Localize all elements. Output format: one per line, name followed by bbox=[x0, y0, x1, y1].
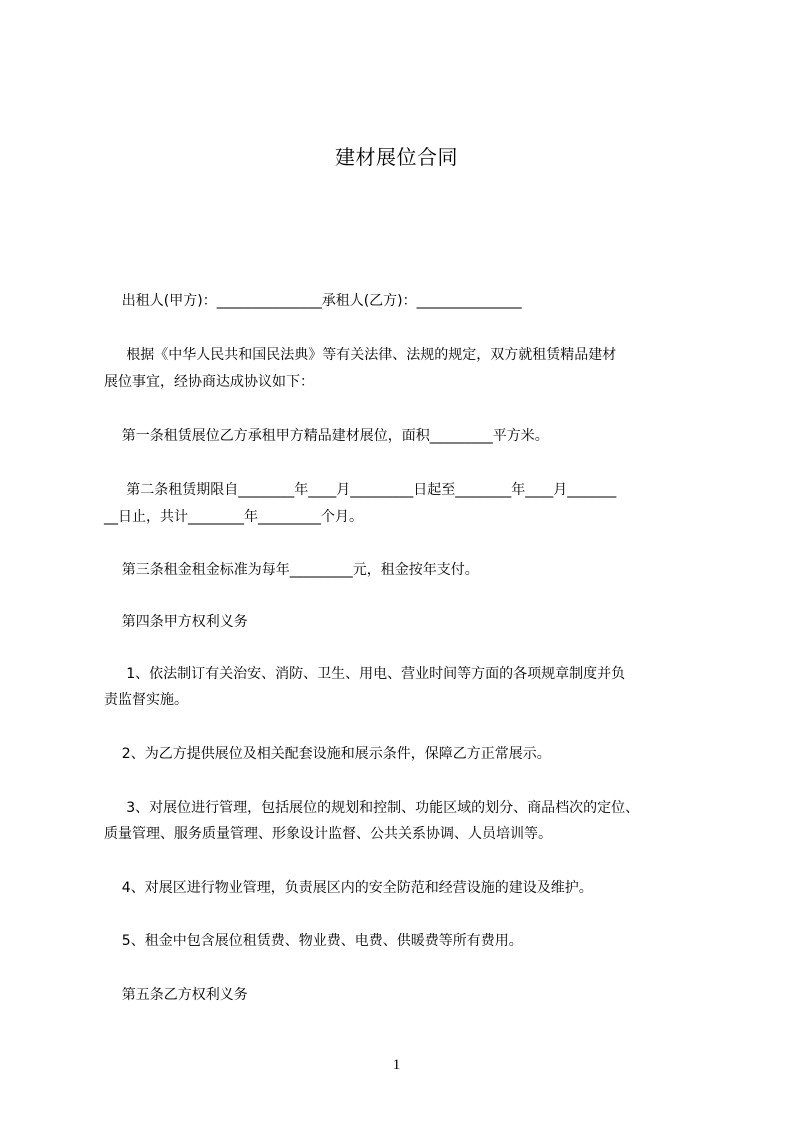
article-4-item-2: 2、为乙方提供展位及相关配套设施和展示条件，保障乙方正常展示。 bbox=[104, 746, 551, 762]
article-2-line-1: 第二条租赁期限自________年____月_________日起至________年____月_______ bbox=[104, 482, 617, 498]
article-1: 第一条租赁展位乙方承租甲方精品建材展位，面积_________平方米。 bbox=[104, 428, 549, 444]
article-4-item-3-line-2: 质量管理、服务质量管理、形象设计监督、公共关系协调、人员培训等。 bbox=[104, 826, 552, 842]
article-4-item-3-line-1: 3、对展位进行管理，包括展位的规划和控制、功能区域的划分、商品档次的定位、 bbox=[104, 800, 640, 816]
parties-line: 出租人(甲方)：_______________承租人(乙方)：_______________ bbox=[104, 293, 522, 309]
document-title: 建材展位合同 bbox=[335, 145, 458, 169]
preamble-line-2: 展位事宜，经协商达成协议如下： bbox=[104, 374, 314, 390]
article-4-item-4: 4、对展区进行物业管理，负责展区内的安全防范和经营设施的建设及维护。 bbox=[104, 880, 593, 896]
article-4-heading: 第四条甲方权利义务 bbox=[104, 614, 248, 630]
article-4-item-5: 5、租金中包含展位租赁费、物业费、电费、供暖费等所有费用。 bbox=[104, 933, 523, 949]
article-3: 第三条租金租金标准为每年_________元，租金按年支付。 bbox=[104, 562, 479, 578]
article-4-item-1-line-2: 责监督实施。 bbox=[104, 692, 188, 708]
article-4-item-1-line-1: 1、依法制订有关治安、消防、卫生、用电、营业时间等方面的各项规章制度并负 bbox=[104, 666, 626, 682]
preamble-line-1: 根据《中华人民共和国民法典》等有关法律、法规的规定，双方就租赁精品建材 bbox=[104, 347, 617, 363]
article-2-line-2: __日止，共计________年_________个月。 bbox=[104, 509, 363, 525]
article-5-heading: 第五条乙方权利义务 bbox=[104, 987, 248, 1003]
page-number: 1 bbox=[392, 1057, 401, 1073]
